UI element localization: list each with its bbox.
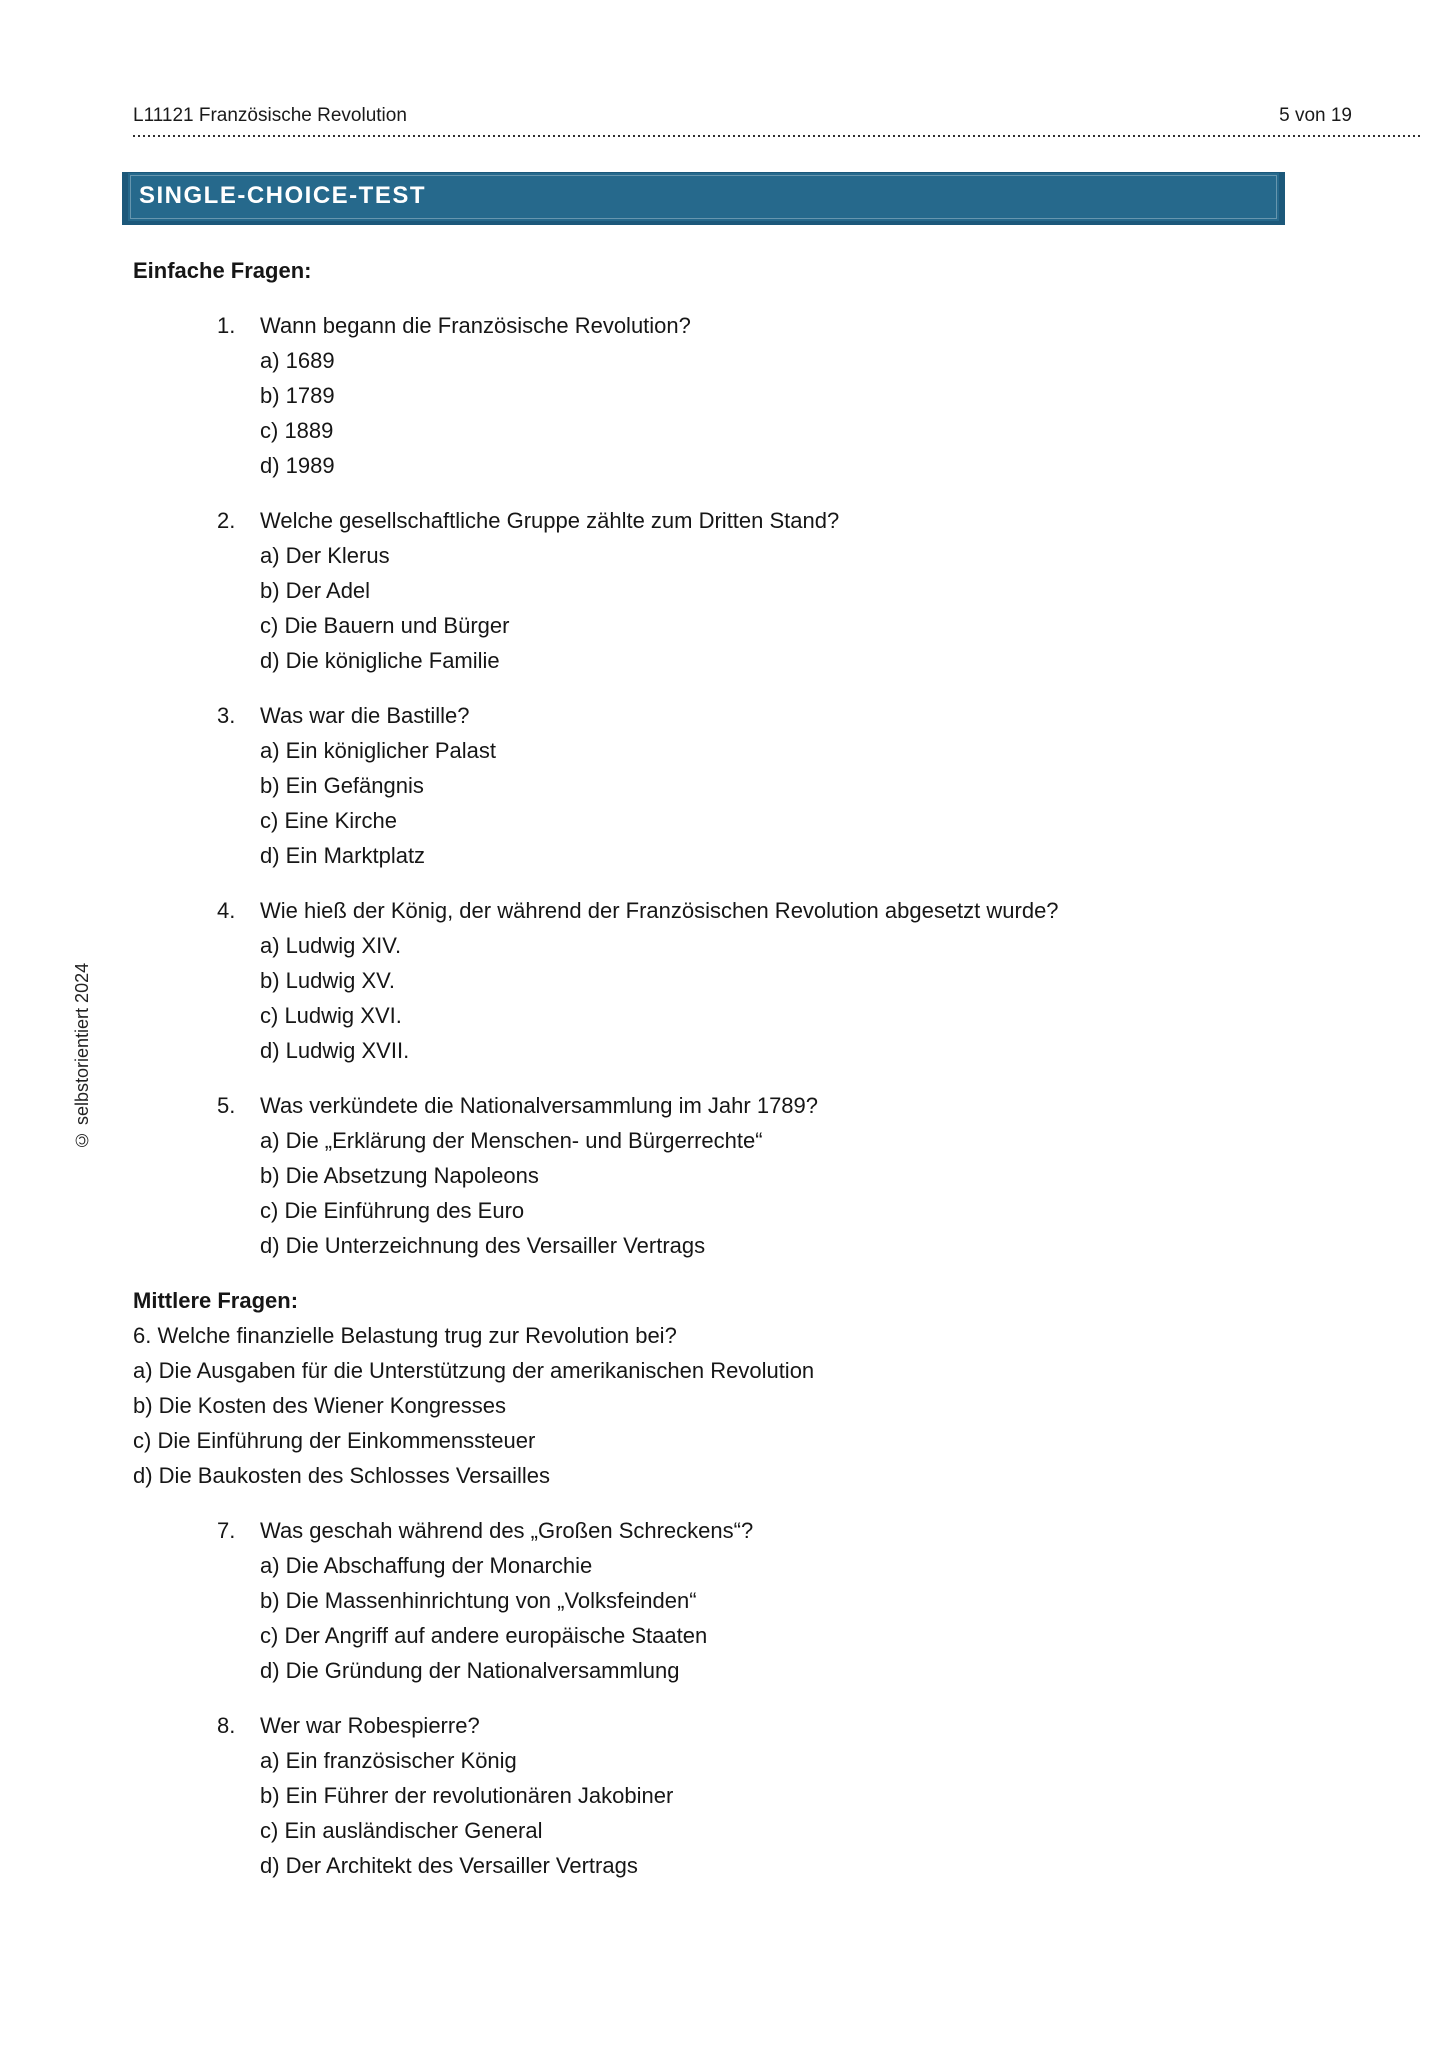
question-block: [0, 698, 1448, 873]
answer-option: b) Ein Gefängnis: [260, 773, 424, 798]
answer-option: b) Ein Führer der revolutionären Jakobiner: [260, 1783, 674, 1808]
question-number: 7.: [217, 1518, 236, 1543]
answer-option: d) Ludwig XVII.: [260, 1038, 410, 1063]
answer-option: a) Ein königlicher Palast: [260, 738, 497, 763]
answer-option: d) Die Unterzeichnung des Versailler Vertrags: [260, 1233, 706, 1258]
answer-option: a) 1689: [260, 348, 335, 373]
answer-option: b) Die Massenhinrichtung von „Volksfeinden“: [260, 1588, 697, 1613]
question-line: [217, 698, 1448, 733]
question-text: Was geschah während des „Großen Schreckens“?: [260, 1518, 754, 1543]
question-block: [0, 503, 1448, 678]
question-text: Wie hieß der König, der während der Französischen Revolution abgesetzt wurde?: [260, 898, 1059, 923]
page-header: [133, 104, 1420, 137]
banner-title: SINGLE-CHOICE-TEST: [139, 182, 427, 209]
question-text: 6. Welche finanzielle Belastung trug zur Revolution bei?: [133, 1323, 677, 1348]
answer-option: a) Die Ausgaben für die Unterstützung der amerikanischen Revolution: [133, 1358, 815, 1383]
question-number: 4.: [217, 898, 236, 923]
answer-option: c) Die Einführung der Einkommenssteuer: [133, 1428, 536, 1453]
section-heading: Mittlere Fragen:: [133, 1288, 299, 1313]
copyright-note: © selbstorientiert 2024: [72, 962, 92, 1150]
answer-option: b) Ludwig XV.: [260, 968, 395, 993]
answer-option: a) Der Klerus: [260, 543, 390, 568]
question-number: 3.: [217, 703, 236, 728]
answer-option: c) Ludwig XVI.: [260, 1003, 402, 1028]
question-text: Wann begann die Französische Revolution?: [260, 313, 691, 338]
answer-option: b) 1789: [260, 383, 335, 408]
question-number: 5.: [217, 1093, 236, 1118]
question-block: [0, 1088, 1448, 1263]
doc-code: L11121 Französische Revolution: [133, 105, 407, 126]
question-line: [217, 893, 1448, 928]
answer-option: d) Die königliche Familie: [260, 648, 500, 673]
question-number: 8.: [217, 1713, 236, 1738]
quiz-content: [0, 253, 1448, 1903]
answer-option: c) Die Einführung des Euro: [260, 1198, 525, 1223]
question-block: [0, 308, 1448, 483]
question-line: [217, 503, 1448, 538]
answer-option: d) 1989: [260, 453, 335, 478]
answer-option: d) Die Gründung der Nationalversammlung: [260, 1658, 680, 1683]
answer-option: c) Eine Kirche: [260, 808, 397, 833]
question-line: [217, 308, 1448, 343]
header-dotted-rule: [133, 135, 1420, 137]
answer-option: b) Der Adel: [260, 578, 371, 603]
answer-option: a) Die Abschaffung der Monarchie: [260, 1553, 593, 1578]
answer-option: d) Ein Marktplatz: [260, 843, 426, 868]
answer-option: c) Ein ausländischer General: [260, 1818, 543, 1843]
question-text: Welche gesellschaftliche Gruppe zählte zum Dritten Stand?: [260, 508, 840, 533]
question-number: 1.: [217, 313, 236, 338]
section-title-banner: [122, 172, 1285, 225]
answer-option: d) Der Architekt des Versailler Vertrags: [260, 1853, 638, 1878]
question-line: [217, 1088, 1448, 1123]
question-line: [217, 1708, 1448, 1743]
question-block: [0, 893, 1448, 1068]
answer-option: c) Der Angriff auf andere europäische Staaten: [260, 1623, 708, 1648]
answer-option: a) Die „Erklärung der Menschen- und Bürgerrechte“: [260, 1128, 763, 1153]
answer-option: b) Die Kosten des Wiener Kongresses: [133, 1393, 506, 1418]
answer-option: a) Ein französischer König: [260, 1748, 517, 1773]
question-number: 2.: [217, 508, 236, 533]
answer-option: b) Die Absetzung Napoleons: [260, 1163, 539, 1188]
question-text: Was war die Bastille?: [260, 703, 470, 728]
question-line: [217, 1513, 1448, 1548]
question-block: [0, 1318, 1448, 1493]
question-block: [0, 1513, 1448, 1688]
answer-option: d) Die Baukosten des Schlosses Versailles: [133, 1463, 550, 1488]
answer-option: c) Die Bauern und Bürger: [260, 613, 510, 638]
question-line: [133, 1318, 1448, 1353]
question-text: Wer war Robespierre?: [260, 1713, 480, 1738]
question-block: [0, 1708, 1448, 1883]
section-heading: Einfache Fragen:: [133, 258, 312, 283]
answer-option: a) Ludwig XIV.: [260, 933, 402, 958]
question-text: Was verkündete die Nationalversammlung im Jahr 1789?: [260, 1093, 819, 1118]
page-number: 5 von 19: [1279, 105, 1352, 126]
answer-option: c) 1889: [260, 418, 334, 443]
